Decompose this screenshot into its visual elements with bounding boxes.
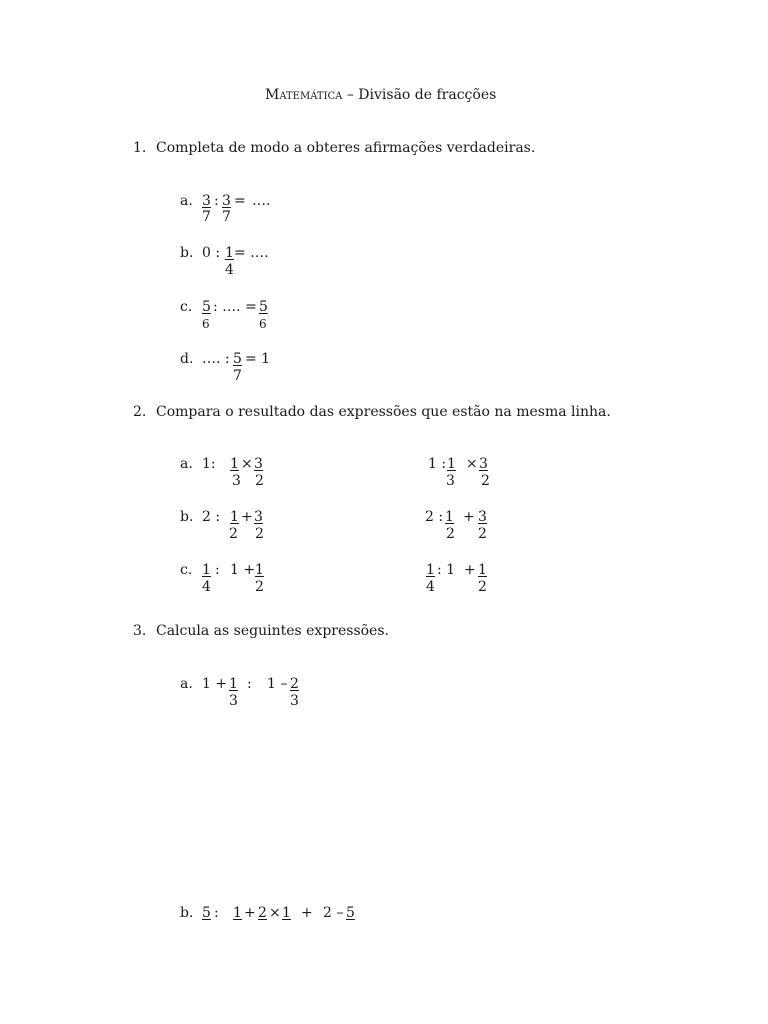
q1-number: 1. <box>133 140 147 156</box>
q2c-label: c. <box>180 562 193 578</box>
q3b-colon: : <box>214 905 219 921</box>
q1d-label: d. <box>180 351 194 367</box>
page-title <box>265 87 496 103</box>
q2a-r-den1: 3 <box>446 473 455 489</box>
q1a-num2: 3 <box>222 193 231 209</box>
q2-number: 2. <box>133 404 147 420</box>
q3a-int2: 1 – <box>267 676 288 692</box>
title-dash: – <box>346 87 354 103</box>
q2c-l-den1: 4 <box>202 579 211 595</box>
q2b-r-int: 2 : <box>425 509 444 525</box>
q2a-r-op: × <box>466 456 478 472</box>
q2a-r-num1: 1 <box>447 456 456 472</box>
q2a-l-num1: 1 <box>230 456 239 472</box>
q2a-r-num2: 3 <box>479 456 488 472</box>
q1c-label: c. <box>180 299 193 315</box>
q2b-l-num2: 3 <box>254 509 263 525</box>
q2a-r-int: 1 : <box>428 456 447 472</box>
q2b-l-op: + <box>241 509 253 525</box>
q3-number: 3. <box>133 623 147 639</box>
q3a-colon: : <box>247 676 252 692</box>
q2a-label: a. <box>180 456 193 472</box>
q1c-num1: 5 <box>202 299 211 315</box>
q3a-den1: 3 <box>229 693 238 709</box>
q1d-den: 7 <box>233 368 242 384</box>
q1c-den2: 6 <box>259 317 267 331</box>
q1a-den1: 7 <box>202 209 211 225</box>
q2c-l-int: 1 + <box>230 562 256 578</box>
q2b-r-den2: 2 <box>478 526 487 542</box>
q1c-num2: 5 <box>259 299 268 315</box>
q3b-num5: 5 <box>346 905 355 921</box>
title-topic: Divisão de fracções <box>358 87 497 103</box>
q2c-l-den2: 2 <box>255 579 264 595</box>
q3b-label: b. <box>180 905 194 921</box>
q1d-num: 5 <box>233 351 242 367</box>
q2a-l-int: 1: <box>202 456 216 472</box>
q2b-l-int: 2 : <box>202 509 221 525</box>
q3b-num3: 2 <box>258 905 267 921</box>
q3a-int1: 1 + <box>202 676 228 692</box>
q2b-r-num2: 3 <box>478 509 487 525</box>
q3b-int: 2 – <box>323 905 344 921</box>
q1c-den1: 6 <box>202 317 210 331</box>
q1d-left: …. : <box>202 351 230 367</box>
q2a-l-den1: 3 <box>232 473 241 489</box>
title-subject: Matemática <box>265 87 343 103</box>
q1b-left: 0 : <box>202 245 221 261</box>
q2c-l-num2: 1 <box>255 562 264 578</box>
q3a-label: a. <box>180 676 193 692</box>
q2c-r-den1: 4 <box>426 579 435 595</box>
q2b-r-den1: 2 <box>446 526 455 542</box>
q2a-l-op: × <box>241 456 253 472</box>
q1c-mid: : …. = <box>213 299 257 315</box>
q2c-l-colon: : <box>215 562 220 578</box>
q1b-den: 4 <box>225 262 234 278</box>
q1a-den2: 7 <box>222 209 231 225</box>
q1b-right: = …. <box>234 245 269 261</box>
q1a-op: : <box>214 193 219 209</box>
q2a-l-num2: 3 <box>254 456 263 472</box>
q2b-r-op: + <box>463 509 475 525</box>
q3b-times: × <box>269 905 281 921</box>
q2c-r-colon: : 1 <box>437 562 456 578</box>
q1a-blank: …. <box>252 193 271 209</box>
q2b-l-den1: 2 <box>229 526 238 542</box>
q1a-eq: = <box>234 193 246 209</box>
q3b-plus1: + <box>244 905 256 921</box>
q2-text: Compara o resultado das expressões que estão na mesma linha. <box>156 404 611 420</box>
q2b-l-den2: 2 <box>255 526 264 542</box>
q2c-r-num1: 1 <box>426 562 435 578</box>
q2c-r-op: + <box>464 562 476 578</box>
q3b-num1: 5 <box>202 905 211 921</box>
q3b-plus2: + <box>301 905 313 921</box>
q2b-l-num1: 1 <box>230 509 239 525</box>
q3a-num1: 1 <box>229 676 238 692</box>
q2b-r-num1: 1 <box>445 509 454 525</box>
q2c-r-num2: 1 <box>478 562 487 578</box>
q2a-l-den2: 2 <box>255 473 264 489</box>
q2c-l-num1: 1 <box>202 562 211 578</box>
q3a-den2: 3 <box>290 693 299 709</box>
q1a-num1: 3 <box>202 193 211 209</box>
q1d-right: = 1 <box>245 351 271 367</box>
q2b-label: b. <box>180 509 194 525</box>
q3a-num2: 2 <box>290 676 299 692</box>
q1a-label: a. <box>180 193 193 209</box>
q1-text: Completa de modo a obteres afirmações verdadeiras. <box>156 140 536 156</box>
q3-text: Calcula as seguintes expressões. <box>156 623 389 639</box>
q3b-num4: 1 <box>282 905 291 921</box>
q3b-num2: 1 <box>233 905 242 921</box>
q2c-r-den2: 2 <box>478 579 487 595</box>
q1b-num: 1 <box>225 245 234 261</box>
q1b-label: b. <box>180 245 194 261</box>
q2a-r-den2: 2 <box>481 473 490 489</box>
